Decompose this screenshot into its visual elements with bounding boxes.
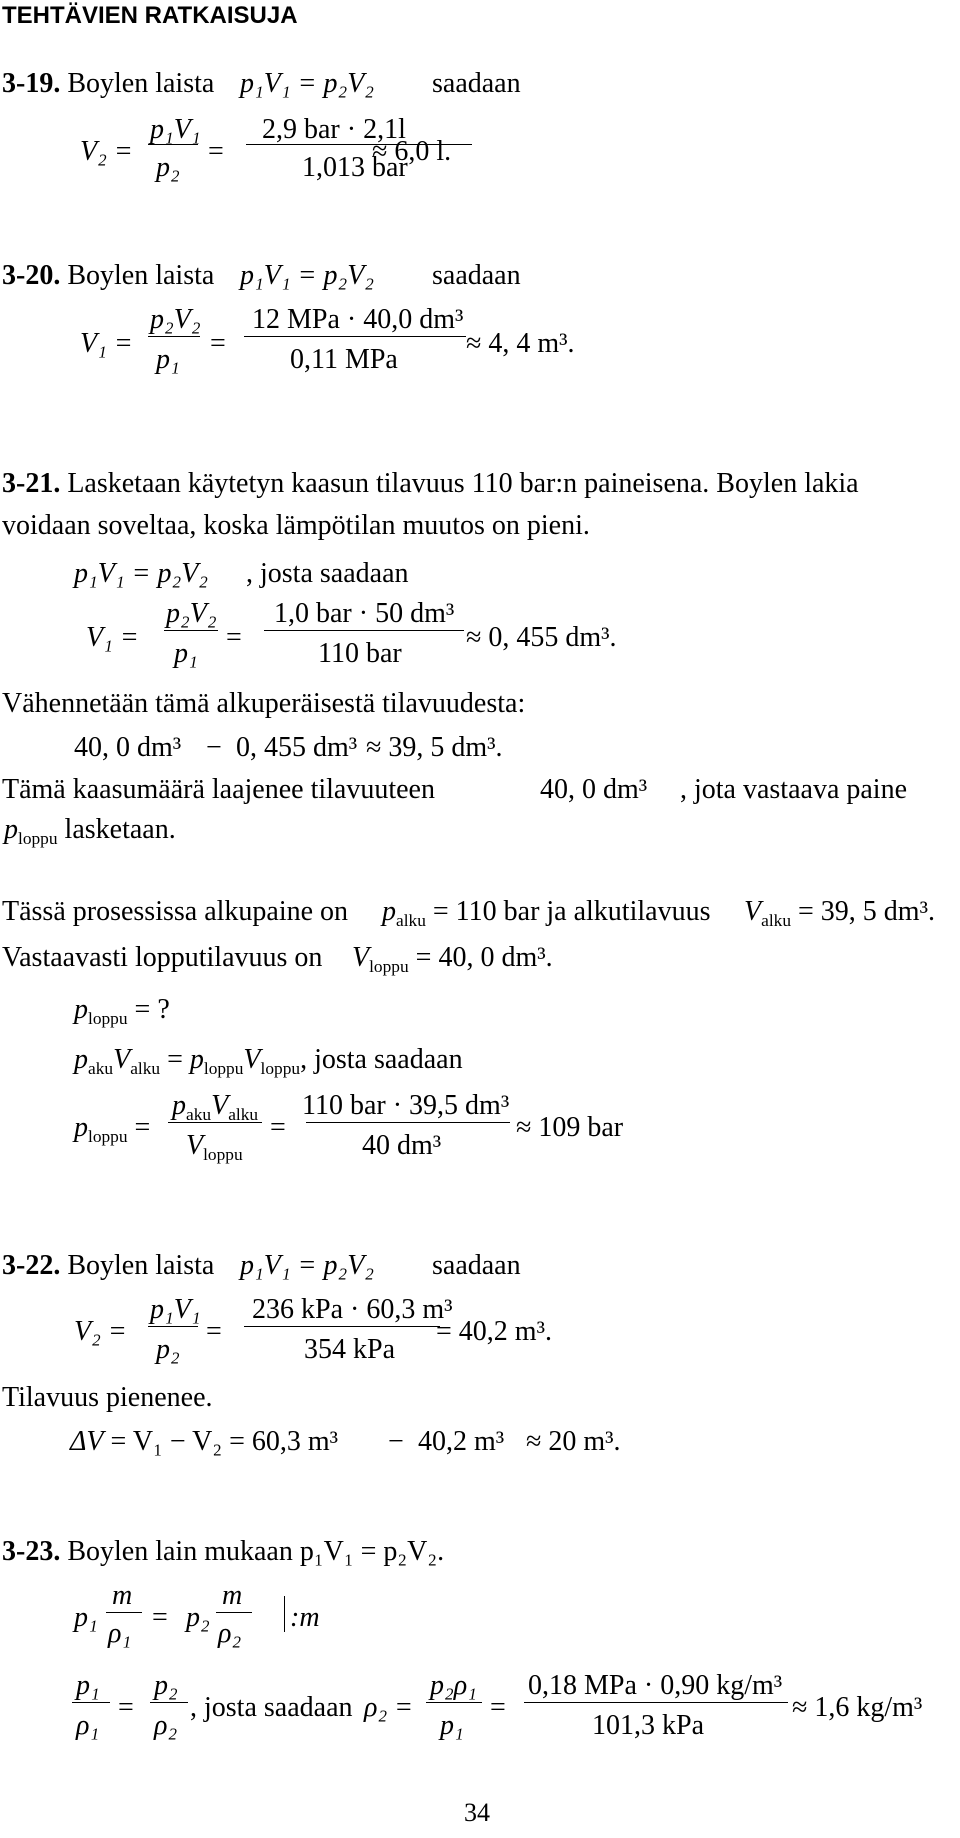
p-alku-expression: $p_{alku} = 110$ bar ja alkutilavuus bbox=[382, 896, 711, 931]
fraction-bar bbox=[306, 1122, 510, 1123]
fraction-bar bbox=[106, 1612, 142, 1613]
fraction-bar bbox=[150, 1702, 188, 1703]
frac-denominator: p₁ bbox=[174, 638, 198, 669]
numeric-denominator: 354 kPa bbox=[304, 1334, 395, 1365]
fraction-bar bbox=[524, 1702, 788, 1703]
josta-text: , josta saadaan bbox=[246, 558, 409, 589]
frac-denominator: p₂ bbox=[156, 1334, 180, 1365]
problem-number: 3-20. bbox=[2, 260, 61, 291]
numeric-denominator: 1,013 bar bbox=[302, 152, 408, 183]
vahennetaan-text: Vähennetään tämä alkuperäisestä tilavuudesta: bbox=[2, 688, 526, 719]
problem-3-20-line bbox=[2, 262, 214, 290]
fraction-bar bbox=[72, 1702, 110, 1703]
final-frac-numerator: $p_{aku}V_{alku}$ bbox=[172, 1090, 259, 1125]
equals-sign: = bbox=[270, 1112, 286, 1143]
tama-text: Tämä kaasumäärä laajenee tilavuuteen bbox=[2, 774, 435, 805]
problem-number: 3-23. bbox=[2, 1536, 61, 1567]
frac-numerator: p₂V₂ bbox=[166, 598, 217, 629]
tassa-text: Tässä prosessissa alkupaine on bbox=[2, 896, 349, 927]
delta-result: ≈ 20 m³. bbox=[526, 1426, 621, 1457]
boyle-law: p₁V₁ = p₂V₂ bbox=[240, 1250, 375, 1281]
rho2-denominator: ρ₂ bbox=[218, 1618, 242, 1649]
boyle-law: p₁V₁ = p₂V₂ bbox=[240, 260, 375, 291]
problem-3-21-line bbox=[2, 470, 859, 498]
paragraph-line-1: Lasketaan käytetyn kaasun tilavuus 110 bar:n paineisena. Boylen lakia bbox=[67, 468, 859, 499]
result: = 40,2 m³. bbox=[436, 1316, 552, 1347]
boyle-law: p₁V₁ = p₂V₂ bbox=[240, 68, 375, 99]
rho-frac-denominator: p₁ bbox=[440, 1710, 464, 1741]
numeric-numerator: 2,9 bar · 2,1l bbox=[262, 114, 406, 145]
m-numerator: m bbox=[112, 1580, 133, 1611]
intro-text: Boylen laista bbox=[67, 260, 215, 291]
delta-b: 40,2 m³ bbox=[418, 1426, 505, 1457]
equals-sign: = bbox=[208, 136, 224, 167]
lhs: V₁ = bbox=[80, 328, 133, 359]
equals-sign: = bbox=[206, 1316, 222, 1347]
result: ≈ 4, 4 m³. bbox=[466, 328, 575, 359]
numeric-numerator: 0,18 MPa · 0,90 kg/m³ bbox=[528, 1670, 783, 1701]
m-numerator: m bbox=[222, 1580, 243, 1611]
fraction-bar bbox=[148, 336, 200, 337]
frac-numerator: p₁V₁ bbox=[150, 114, 201, 145]
v-loppu-expression: $V_{loppu} = 40$, 0 dm³. bbox=[352, 942, 553, 977]
frac-numerator: p₁V₁ bbox=[150, 1294, 201, 1325]
equals-sign: = bbox=[118, 1692, 134, 1723]
subtraction-result: ≈ 39, 5 dm³. bbox=[366, 732, 503, 763]
fraction-bar bbox=[264, 630, 464, 631]
fraction-bar bbox=[216, 1612, 252, 1613]
numeric-denominator: 110 bar bbox=[318, 638, 402, 669]
lasketaan-text: lasketaan. bbox=[64, 814, 176, 845]
frac-denominator: p₁ bbox=[156, 344, 180, 375]
saadaan-text: saadaan bbox=[432, 1250, 521, 1281]
saadaan-text: saadaan bbox=[432, 260, 521, 291]
numeric-numerator: 236 kPa · 60,3 m³ bbox=[252, 1294, 453, 1325]
p2-numerator: p₂ bbox=[154, 1670, 178, 1701]
problem-number: 3-21. bbox=[2, 468, 61, 499]
equals-sign: = bbox=[210, 328, 226, 359]
problem-3-19-line bbox=[2, 70, 214, 98]
final-numeric-denominator: 40 dm³ bbox=[362, 1130, 442, 1161]
fraction-bar bbox=[244, 336, 466, 337]
lhs: V₂ = bbox=[74, 1316, 127, 1347]
subtraction-b: 0, 455 dm³ bbox=[236, 732, 358, 763]
minus-sign: − bbox=[206, 732, 222, 763]
fraction-bar bbox=[168, 1122, 262, 1123]
numeric-denominator: 101,3 kPa bbox=[592, 1710, 704, 1741]
page-header: TEHTÄVIEN RATKAISUJA bbox=[2, 2, 298, 29]
equals-sign: = bbox=[490, 1692, 506, 1723]
final-lhs: $p_{loppu}$ = bbox=[74, 1112, 151, 1147]
rho2-lhs: ρ₂ = bbox=[364, 1692, 414, 1723]
problem-number: 3-22. bbox=[2, 1250, 61, 1281]
rho2-denominator: ρ₂ bbox=[154, 1710, 178, 1741]
numeric-denominator: 0,11 MPa bbox=[290, 344, 398, 375]
result: ≈ 6,0 l. bbox=[372, 136, 452, 167]
p-loppu-label: $p_{loppu}$ lasketaan. bbox=[4, 814, 176, 849]
paragraph-line-2: voidaan soveltaa, koska lämpötilan muutos on pieni. bbox=[2, 510, 590, 541]
pv-equation: $p_{aku}V_{alku} = p_{loppu}V_{loppu}$, josta saadaan bbox=[74, 1044, 463, 1079]
p-loppu-question: $p_{loppu}$ = ? bbox=[74, 994, 170, 1029]
rho1-denominator: ρ₁ bbox=[76, 1710, 100, 1741]
delta-v-expression: ΔV = V₁ − V₂ = 60,3 m³ bbox=[70, 1426, 339, 1457]
subtraction-a: 40, 0 dm³ bbox=[74, 732, 182, 763]
frac-numerator: p₂V₂ bbox=[150, 304, 201, 335]
problem-number: 3-19. bbox=[2, 68, 61, 99]
equals-sign: = bbox=[226, 622, 242, 653]
p2-symbol: p₂ bbox=[186, 1602, 210, 1633]
final-frac-denominator: $V_{loppu}$ bbox=[186, 1130, 243, 1165]
lhs: V₂ = bbox=[80, 136, 133, 167]
page-number: 34 bbox=[464, 1798, 490, 1827]
fraction-bar bbox=[148, 1326, 198, 1327]
intro-text: Boylen laista bbox=[67, 68, 215, 99]
p1-numerator: p₁ bbox=[76, 1670, 100, 1701]
problem-3-22-line bbox=[2, 1252, 214, 1280]
rho-frac-numerator: p₂ρ₁ bbox=[430, 1670, 477, 1701]
result: ≈ 1,6 kg/m³ bbox=[792, 1692, 923, 1723]
operation-bar bbox=[284, 1596, 285, 1632]
final-result: ≈ 109 bar bbox=[516, 1112, 624, 1143]
tama-volume: 40, 0 dm³ bbox=[540, 774, 648, 805]
p1-symbol: p₁ bbox=[74, 1602, 98, 1633]
intro-text: Boylen lain mukaan p₁V₁ = p₂V₂. bbox=[67, 1536, 445, 1567]
tama-tail: , jota vastaava paine bbox=[680, 774, 908, 805]
numeric-numerator: 12 MPa · 40,0 dm³ bbox=[252, 304, 464, 335]
josta-text: , josta saadaan bbox=[190, 1692, 353, 1723]
frac-denominator: p₂ bbox=[156, 152, 180, 183]
lhs: V₁ = bbox=[86, 622, 139, 653]
v-alku-expression: $V_{alku} = 39$, 5 dm³. bbox=[744, 896, 935, 931]
result: ≈ 0, 455 dm³. bbox=[466, 622, 617, 653]
tilavuus-text: Tilavuus pienenee. bbox=[2, 1382, 213, 1413]
rho1-denominator: ρ₁ bbox=[108, 1618, 132, 1649]
divide-by-m: :m bbox=[290, 1602, 320, 1633]
fraction-bar bbox=[244, 1326, 440, 1327]
equals-sign: = bbox=[152, 1602, 168, 1633]
minus-sign: − bbox=[388, 1426, 404, 1457]
saadaan-text: saadaan bbox=[432, 68, 521, 99]
final-numeric-numerator: 110 bar · 39,5 dm³ bbox=[302, 1090, 510, 1121]
fraction-bar bbox=[148, 144, 198, 145]
problem-3-23-line bbox=[2, 1538, 444, 1566]
fraction-bar bbox=[164, 630, 218, 631]
fraction-bar bbox=[426, 1702, 482, 1703]
intro-text: Boylen laista bbox=[67, 1250, 215, 1281]
vastaavasti-text: Vastaavasti lopputilavuus on bbox=[2, 942, 323, 973]
boyle-law: p₁V₁ = p₂V₂ bbox=[74, 558, 209, 589]
numeric-numerator: 1,0 bar · 50 dm³ bbox=[274, 598, 455, 629]
